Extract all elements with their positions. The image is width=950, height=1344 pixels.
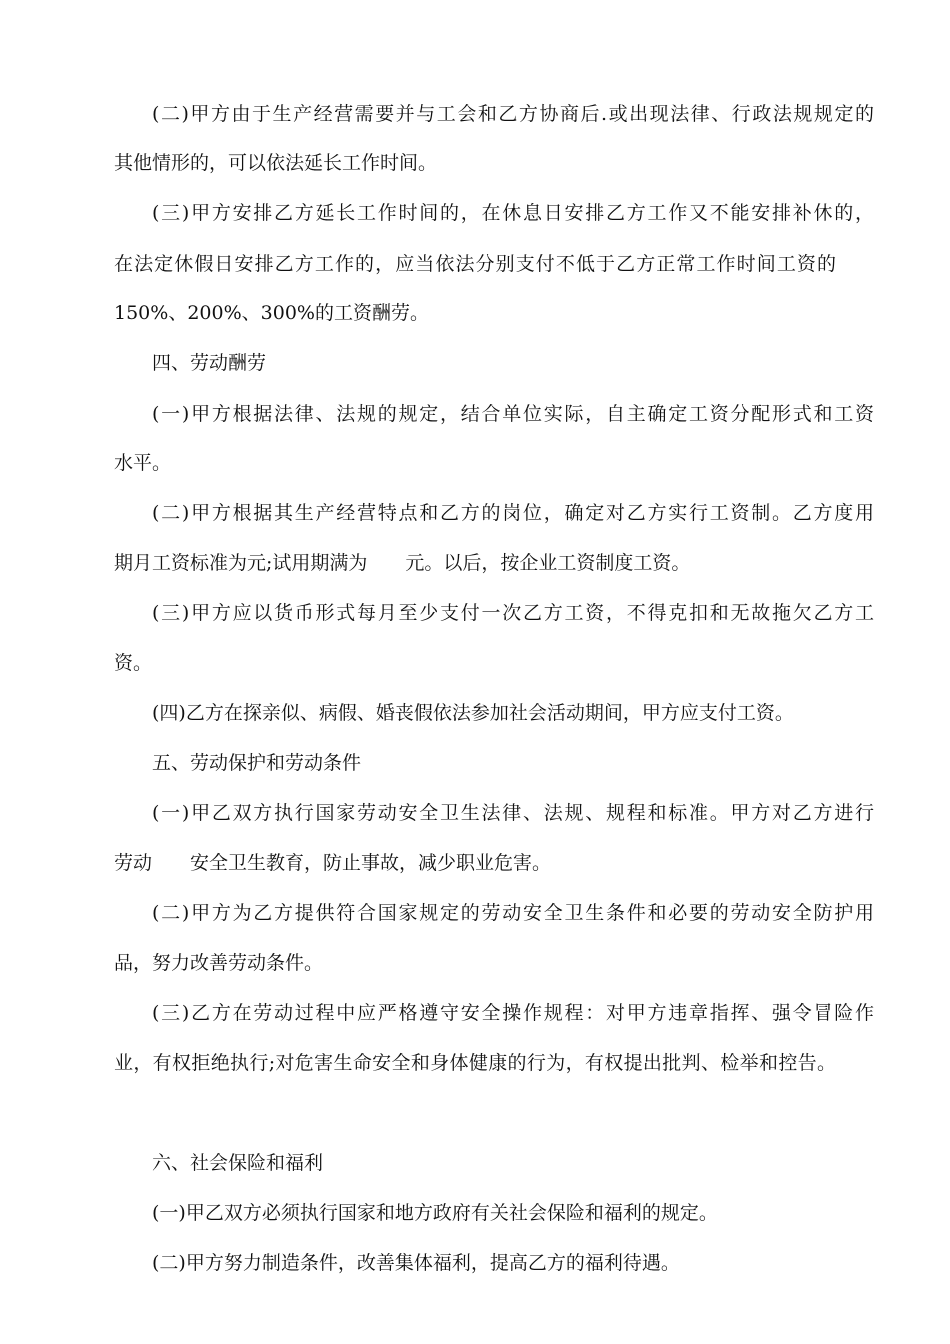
paragraph-line: 其他情形的，可以依法延长工作时间。 xyxy=(114,152,438,174)
paragraph-line: (一)甲方根据法律、法规的规定，结合单位实际，自主确定工资分配形式和工资 xyxy=(152,403,874,425)
paragraph-line: 水平。 xyxy=(114,452,172,474)
paragraph-line: (四)乙方在探亲似、病假、婚丧假依法参加社会活动期间，甲方应支付工资。 xyxy=(152,702,794,724)
paragraph-line: 期月工资标准为元;试用期满为 元。以后，按企业工资制度工资。 xyxy=(114,552,691,574)
paragraph-line: (二)甲方为乙方提供符合国家规定的劳动安全卫生条件和必要的劳动安全防护用 xyxy=(152,902,874,924)
paragraph-line: (一)甲乙双方必须执行国家和地方政府有关社会保险和福利的规定。 xyxy=(152,1202,718,1224)
paragraph-line: 在法定休假日安排乙方工作的，应当依法分别支付不低于乙方正常工作时间工资的 xyxy=(114,253,836,275)
paragraph-line: 品，努力改善劳动条件。 xyxy=(114,952,324,974)
paragraph-line: 劳动 安全卫生教育，防止事故，减少职业危害。 xyxy=(114,852,552,874)
paragraph-line: (一)甲乙双方执行国家劳动安全卫生法律、法规、规程和标准。甲方对乙方进行 xyxy=(152,802,874,824)
paragraph-line: 业，有权拒绝执行;对危害生命安全和身体健康的行为，有权提出批判、检举和控告。 xyxy=(114,1052,836,1074)
section-heading: 六、社会保险和福利 xyxy=(152,1152,324,1174)
paragraph-line: (三)甲方应以货币形式每月至少支付一次乙方工资，不得克扣和无故拖欠乙方工 xyxy=(152,602,874,624)
section-heading: 五、劳动保护和劳动条件 xyxy=(152,752,362,774)
paragraph-line: 150%、200%、300%的工资酬劳。 xyxy=(114,302,429,324)
paragraph-line: (二)甲方由于生产经营需要并与工会和乙方协商后.或出现法律、行政法规规定的 xyxy=(152,103,874,125)
paragraph-line: (二)甲方努力制造条件，改善集体福利，提高乙方的福利待遇。 xyxy=(152,1252,680,1274)
paragraph-line: (三)乙方在劳动过程中应严格遵守安全操作规程：对甲方违章指挥、强令冒险作 xyxy=(152,1002,874,1024)
paragraph-line: (三)甲方安排乙方延长工作时间的，在休息日安排乙方工作又不能安排补休的， xyxy=(152,202,874,224)
section-heading: 四、劳动酬劳 xyxy=(152,352,267,374)
paragraph-line: 资。 xyxy=(114,652,153,674)
paragraph-line: (二)甲方根据其生产经营特点和乙方的岗位，确定对乙方实行工资制。乙方度用 xyxy=(152,502,874,524)
